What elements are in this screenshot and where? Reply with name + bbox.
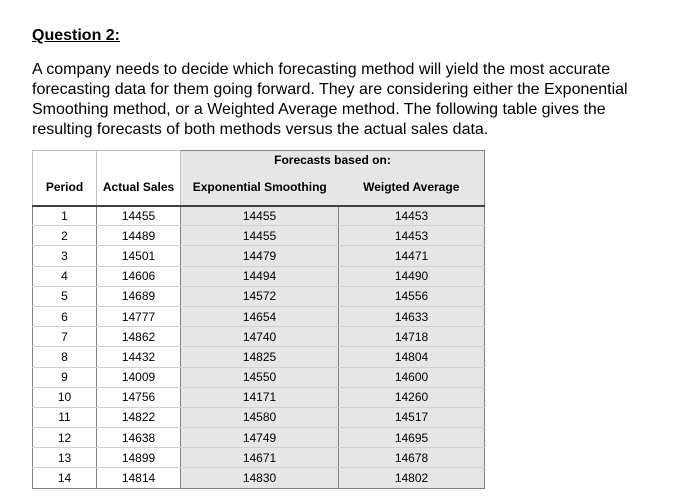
column-header-exponential-smoothing: Exponential Smoothing [181, 170, 339, 206]
weighted-average-cell: 14802 [339, 468, 485, 488]
actual-sales-cell: 14009 [97, 367, 181, 387]
period-cell: 6 [33, 306, 97, 326]
actual-sales-cell: 14814 [97, 468, 181, 488]
actual-sales-cell: 14689 [97, 286, 181, 306]
exponential-smoothing-cell: 14654 [181, 306, 339, 326]
actual-sales-cell: 14501 [97, 246, 181, 266]
exponential-smoothing-cell: 14825 [181, 347, 339, 367]
table-row [33, 407, 485, 427]
table-row [33, 387, 485, 407]
actual-sales-cell: 14489 [97, 226, 181, 246]
period-cell: 8 [33, 347, 97, 367]
period-cell: 4 [33, 266, 97, 286]
actual-sales-cell: 14862 [97, 327, 181, 347]
period-cell: 2 [33, 226, 97, 246]
table-row [33, 448, 485, 468]
group-header-empty-cell [33, 151, 97, 170]
table-row [33, 367, 485, 387]
exponential-smoothing-cell: 14830 [181, 468, 339, 488]
period-cell: 1 [33, 206, 97, 226]
weighted-average-cell: 14718 [339, 327, 485, 347]
actual-sales-cell: 14899 [97, 448, 181, 468]
weighted-average-cell: 14804 [339, 347, 485, 367]
forecasts-group-header: Forecasts based on: [181, 151, 485, 170]
exponential-smoothing-cell: 14740 [181, 327, 339, 347]
actual-sales-cell: 14756 [97, 387, 181, 407]
actual-sales-cell: 14432 [97, 347, 181, 367]
actual-sales-cell: 14606 [97, 266, 181, 286]
period-cell: 12 [33, 428, 97, 448]
weighted-average-cell: 14490 [339, 266, 485, 286]
table-row [33, 286, 485, 306]
question-paragraph: A company needs to decide which forecasting method will yield the most accurate forecasting data for them going forward. They are considering either the Exponential Smoothing method, or a Weighted Average method. The following table gives the resulting forecasts of both methods versus the actual sales data. [32, 61, 628, 138]
period-cell: 3 [33, 246, 97, 266]
table-row [33, 206, 485, 226]
question-heading: Question 2: [32, 27, 121, 44]
table-row [33, 266, 485, 286]
period-cell: 9 [33, 367, 97, 387]
column-header-period: Period [33, 170, 97, 206]
table-row [33, 327, 485, 347]
table-row [33, 428, 485, 448]
table-body [33, 206, 485, 489]
period-cell: 11 [33, 407, 97, 427]
weighted-average-cell: 14633 [339, 306, 485, 326]
exponential-smoothing-cell: 14572 [181, 286, 339, 306]
column-header-actual-sales: Actual Sales [97, 170, 181, 206]
actual-sales-cell: 14455 [97, 206, 181, 226]
exponential-smoothing-cell: 14671 [181, 448, 339, 468]
table-group-header-row [33, 151, 485, 170]
column-header-weighted-average: Weigted Average [339, 170, 485, 206]
actual-sales-cell: 14638 [97, 428, 181, 448]
period-cell: 13 [33, 448, 97, 468]
exponential-smoothing-cell: 14580 [181, 407, 339, 427]
weighted-average-cell: 14517 [339, 407, 485, 427]
weighted-average-cell: 14600 [339, 367, 485, 387]
exponential-smoothing-cell: 14494 [181, 266, 339, 286]
period-cell: 7 [33, 327, 97, 347]
group-header-empty-cell [97, 151, 181, 170]
exponential-smoothing-cell: 14171 [181, 387, 339, 407]
weighted-average-cell: 14260 [339, 387, 485, 407]
weighted-average-cell: 14556 [339, 286, 485, 306]
period-cell: 10 [33, 387, 97, 407]
weighted-average-cell: 14453 [339, 206, 485, 226]
table-row [33, 246, 485, 266]
exponential-smoothing-cell: 14455 [181, 226, 339, 246]
table-header-row [33, 170, 485, 206]
actual-sales-cell: 14777 [97, 306, 181, 326]
exponential-smoothing-cell: 14550 [181, 367, 339, 387]
weighted-average-cell: 14695 [339, 428, 485, 448]
table-row [33, 306, 485, 326]
period-cell: 5 [33, 286, 97, 306]
table-row [33, 347, 485, 367]
weighted-average-cell: 14453 [339, 226, 485, 246]
weighted-average-cell: 14678 [339, 448, 485, 468]
period-cell: 14 [33, 468, 97, 488]
exponential-smoothing-cell: 14479 [181, 246, 339, 266]
exponential-smoothing-cell: 14749 [181, 428, 339, 448]
table-row [33, 468, 485, 488]
actual-sales-cell: 14822 [97, 407, 181, 427]
weighted-average-cell: 14471 [339, 246, 485, 266]
exponential-smoothing-cell: 14455 [181, 206, 339, 226]
forecast-table [32, 150, 485, 489]
table-row [33, 226, 485, 246]
